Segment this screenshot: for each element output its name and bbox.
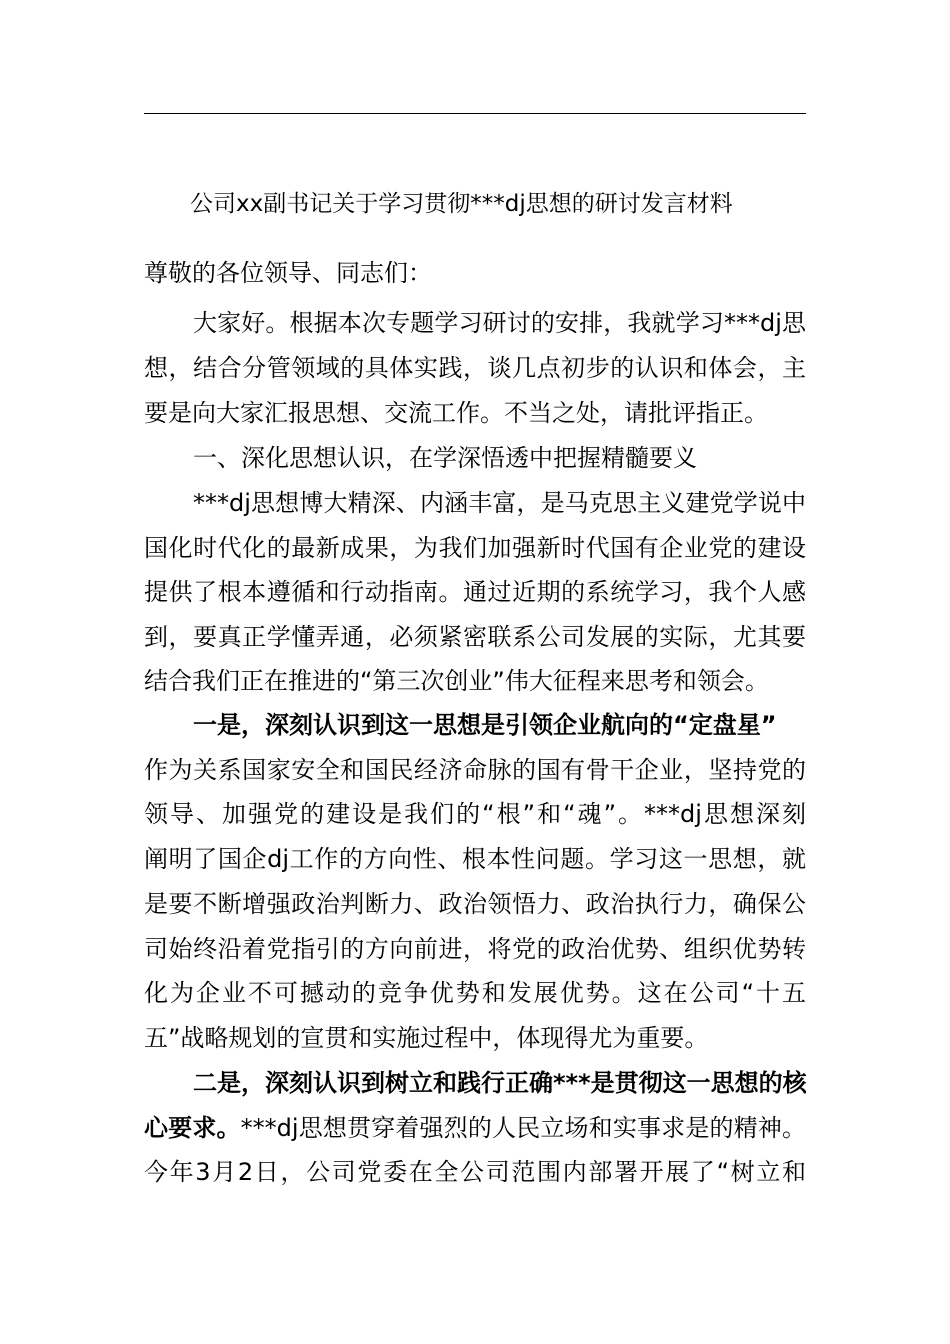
paragraph-line: 大家好。根据本次专题学习研讨的安排，我就学习***dj思 (193, 309, 806, 337)
paragraph-line: 阐明了国企dj工作的方向性、根本性问题。学习这一思想，就 (144, 845, 806, 873)
paragraph-line: 今年3月2日，公司党委在全公司范围内部署开展了“树立和 (144, 1158, 806, 1186)
point-one-heading: 一是，深刻认识到这一思想是引领企业航向的“定盘星” (193, 711, 777, 739)
paragraph-line: 提供了根本遵循和行动指南。通过近期的系统学习，我个人感 (144, 578, 806, 606)
paragraph-line: 作为关系国家安全和国民经济命脉的国有骨干企业，坚持党的 (144, 756, 806, 784)
point-two-heading: 二是，深刻认识到树立和践行正确***是贯彻这一思想的核 (193, 1069, 807, 1097)
point-two-heading-end: 心要求。 (144, 1114, 241, 1142)
document-title: 公司xx副书记关于学习贯彻***dj思想的研讨发言材料 (190, 191, 733, 217)
paragraph-line: 五”战略规划的宣贯和实施过程中，体现得尤为重要。 (144, 1024, 709, 1052)
paragraph-line: 国化时代化的最新成果，为我们加强新时代国有企业党的建设 (144, 534, 806, 562)
paragraph-line: 想，结合分管领域的具体实践，谈几点初步的认识和体会，主 (144, 354, 806, 382)
paragraph-line: 要是向大家汇报思想、交流工作。不当之处，请批评指正。 (144, 399, 768, 427)
paragraph-line: 结合我们正在推进的“第三次创业”伟大征程来思考和领会。 (144, 667, 769, 695)
paragraph-line: 是要不断增强政治判断力、政治领悟力、政治执行力，确保公 (144, 890, 806, 918)
salutation: 尊敬的各位领导、同志们： (144, 259, 432, 287)
paragraph-text: ***dj思想贯穿着强烈的人民立场和实事求是的精神。 (240, 1114, 806, 1142)
section-heading: 一、深化思想认识，在学深悟透中把握精髓要义 (193, 444, 697, 472)
paragraph-line: 领导、加强党的建设是我们的“根”和“魂”。***dj思想深刻 (144, 800, 806, 828)
paragraph-line: 到，要真正学懂弄通，必须紧密联系公司发展的实际，尤其要 (144, 623, 806, 651)
paragraph-line: ***dj思想博大精深、内涵丰富，是马克思主义建党学说中 (193, 489, 806, 517)
header-rule (144, 113, 806, 114)
paragraph-line: 化为企业不可撼动的竞争优势和发展优势。这在公司“十五 (144, 979, 806, 1007)
paragraph-line (144, 1111, 806, 1145)
paragraph-line: 司始终沿着党指引的方向前进，将党的政治优势、组织优势转 (144, 935, 806, 963)
